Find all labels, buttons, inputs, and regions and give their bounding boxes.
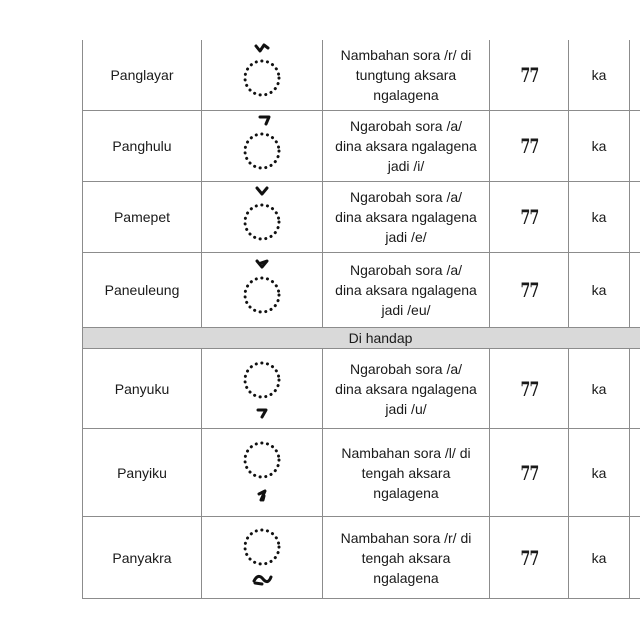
latin-example: ka	[569, 429, 630, 517]
panyakra-sign-icon	[232, 523, 292, 593]
panglayar-sign-icon	[232, 40, 292, 110]
sundanese-example: 77	[501, 349, 556, 429]
sign-description	[323, 253, 490, 328]
description-line: Nambahan sora /l/ di	[341, 444, 471, 461]
table-row	[83, 111, 640, 182]
sign-glyph-cell	[202, 182, 323, 253]
latin-example: ka	[569, 517, 630, 599]
dotted-circle-placeholder	[245, 443, 279, 477]
panyiku-mark	[259, 491, 265, 500]
pamepet-sign-icon	[232, 182, 292, 252]
sundanese-example: 77	[501, 111, 556, 182]
description-line: Nambahan sora /r/ di	[340, 47, 472, 63]
dotted-circle-placeholder	[245, 205, 279, 239]
sundanese-example: 77	[501, 40, 556, 111]
paneuleung-sign-icon	[232, 255, 292, 325]
sign-name: Pamepet	[83, 182, 202, 253]
panyuku-mark	[258, 410, 266, 417]
sign-description	[323, 349, 490, 429]
latin-example: ka	[569, 349, 630, 429]
dotted-circle-placeholder	[245, 61, 279, 95]
result-cell	[630, 253, 640, 328]
result-cell	[630, 349, 640, 429]
sign-name: Panyakra	[83, 517, 202, 599]
description-line: Ngarobah sora /a/	[349, 262, 463, 278]
description-line: dina aksara ngalagena	[335, 380, 477, 397]
panghulu-sign-icon	[232, 111, 292, 181]
sign-description	[323, 517, 490, 599]
table-row	[83, 517, 640, 599]
latin-example: ka	[569, 253, 630, 328]
panyakra-mark	[254, 576, 271, 584]
description-line: tengah aksara	[361, 549, 451, 566]
panyiku-sign-icon	[232, 438, 292, 508]
description-line: Ngarobah sora /a/	[349, 118, 463, 134]
description-line: dina aksara ngalagena	[335, 282, 477, 298]
dotted-circle-placeholder	[245, 363, 279, 397]
panyuku-sign-icon	[232, 354, 292, 424]
sign-name: Paneuleung	[83, 253, 202, 328]
description-line: tungtung aksara	[355, 67, 457, 83]
table-row	[83, 429, 640, 517]
sign-glyph-cell	[202, 517, 323, 599]
sign-glyph-cell	[202, 349, 323, 429]
table-row	[83, 253, 640, 328]
section-label: Di handap	[83, 328, 640, 349]
panglayar-mark	[256, 45, 268, 51]
pamepet-mark	[257, 188, 267, 194]
sign-description	[323, 111, 490, 182]
vowel-sign-table	[82, 40, 640, 599]
section-header-row	[83, 328, 640, 349]
dotted-circle-placeholder	[245, 530, 279, 564]
sign-glyph-cell	[202, 253, 323, 328]
sign-name: Panghulu	[83, 111, 202, 182]
result-cell	[630, 40, 640, 111]
result-cell	[630, 182, 640, 253]
sign-glyph-cell	[202, 429, 323, 517]
result-cell	[630, 517, 640, 599]
sundanese-example: 77	[501, 429, 556, 517]
description-line: Ngarobah sora /a/	[349, 189, 463, 205]
result-cell	[630, 429, 640, 517]
table-row	[83, 182, 640, 253]
table-row	[83, 349, 640, 429]
dotted-circle-placeholder	[245, 134, 279, 168]
description-line: dina aksara ngalagena	[335, 138, 477, 154]
description-line: Ngarobah sora /a/	[349, 360, 463, 377]
description-line: jadi /i/	[387, 158, 425, 174]
sundanese-example: 77	[501, 253, 556, 328]
sign-description	[323, 429, 490, 517]
latin-example: ka	[569, 40, 630, 111]
sign-glyph-cell	[202, 111, 323, 182]
sign-name: Panyuku	[83, 349, 202, 429]
description-line: ngalagena	[373, 87, 439, 103]
sign-name: Panglayar	[83, 40, 202, 111]
latin-example: ka	[569, 182, 630, 253]
description-line: jadi /e/	[385, 229, 427, 245]
description-line: tengah aksara	[361, 464, 451, 481]
table-body	[83, 40, 640, 599]
sign-description	[323, 182, 490, 253]
sign-name: Panyiku	[83, 429, 202, 517]
result-cell	[630, 111, 640, 182]
description-line: jadi /u/	[385, 400, 427, 417]
description-line: jadi /eu/	[381, 302, 431, 318]
sundanese-example: 77	[501, 517, 556, 599]
description-line: ngalagena	[373, 569, 439, 586]
sign-glyph-cell	[202, 40, 323, 111]
panghulu-mark	[260, 117, 269, 124]
description-line: ngalagena	[373, 484, 439, 501]
table-row	[83, 40, 640, 111]
paneuleung-mark	[257, 261, 267, 267]
description-line: Nambahan sora /r/ di	[340, 529, 472, 546]
sign-description	[323, 40, 490, 111]
description-line: dina aksara ngalagena	[335, 209, 477, 225]
latin-example: ka	[569, 111, 630, 182]
sundanese-example: 77	[501, 182, 556, 253]
dotted-circle-placeholder	[245, 278, 279, 312]
